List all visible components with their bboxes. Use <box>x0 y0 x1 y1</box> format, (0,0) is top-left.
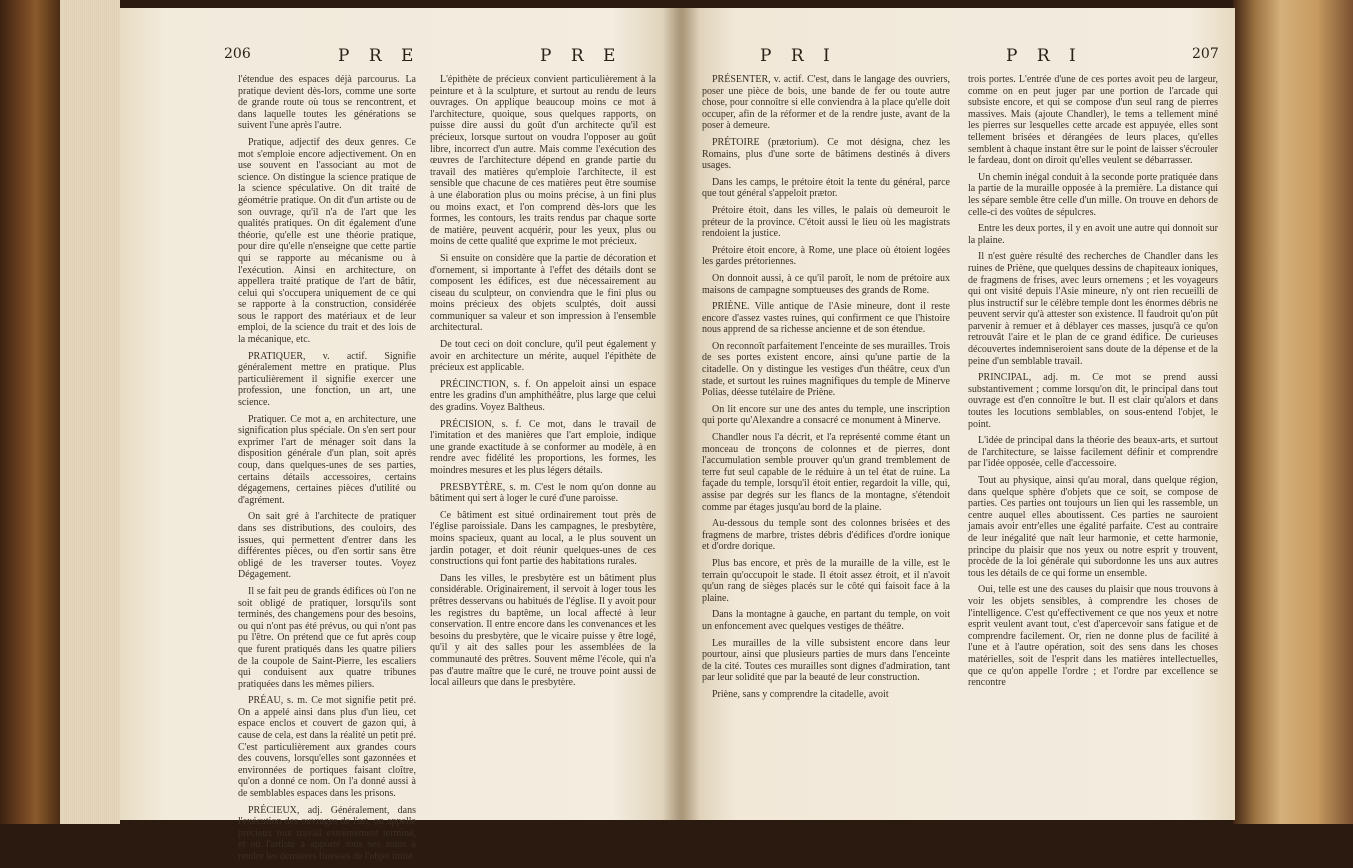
right-page-number: 207 <box>1192 46 1219 62</box>
paragraph: Un chemin inégal conduit à la seconde porte pratiquée dans la partie de la muraille opposée à la première. La distance qui les sépare semble être celle d'un mille. On trouve en dehors de celle-ci des voûtes de sépulcres. <box>968 171 1218 218</box>
paragraph: L'épithète de précieux convient particulièrement à la peinture et à la sculpture, et surtout au rendu de leurs ouvrages. On applique beaucoup moins ce mot à l'architecture, quoique, sous quelques rapports, on puisse dire aussi du goût d'un architecte qu'il est précieux, lorsque surtout on voudra l'opposer au goût libre, incorrect d'un autre. Mais comme l'exécution des œuvres de l'architecture dépend en grande partie du travail des matières qu'emploie l'architecte, il est sensible que chacune de ces matières peut être soumise à une élaboration plus ou moins précise, à un fini plus ou moins exact, et l'on comprend dès-lors que les formes, les contours, les traits rendus par chaque sorte de matière, peuvent acquérir, pour les yeux, plus ou moins de cette qualité que exprime le mot précieux. <box>430 74 656 248</box>
paragraph: On reconnoît parfaitement l'enceinte de ses murailles. Trois de ses portes existent encore, ainsi qu'une partie de la citadelle. On y distingue les vestiges d'un théâtre, ceux d'un stade, et surtout les ruines magnifiques du temple de Minerve Polias, déesse tutélaire de Priène. <box>702 340 950 399</box>
left-column-2 <box>430 74 656 694</box>
paragraph: Plus bas encore, et près de la muraille de la ville, est le terrain qu'occupoit le stade. Il étoit assez étroit, et il n'avoit qu'un rang de sièges placés sur le côté qui faisoit face à la plaine. <box>702 557 950 604</box>
right-running-head-2: P R I <box>1006 46 1083 66</box>
paragraph: l'étendue des espaces déjà parcourus. La pratique devient dès-lors, comme une sorte de grande route où tous se rencontrent, et dans laquelle toutes les générations se suivent l'une après l'autre. <box>238 74 416 132</box>
right-column-1 <box>702 74 950 706</box>
paragraph: PRÉCISION, s. f. Ce mot, dans le travail de l'imitation et des manières que l'art emploie, indique une grande exactitude à se conformer au modèle, à en rendre avec fidélité les proportions, les formes, les moindres mesures et les plus légers détails. <box>430 418 656 476</box>
paragraph: Dans la montagne à gauche, en partant du temple, on voit un enfoncement avec quelques vestiges de théâtre. <box>702 609 950 632</box>
paragraph: Pratique, adjectif des deux genres. Ce mot s'emploie encore adjectivement. On en use souvent en l'associant au mot de science. On distingue la science pratique de la science spéculative. On dit traité de géométrie pratique. On dit d'un artiste ou de son ouvrage, qu'il n'a de l'art que les qualités pratiques. On dit également d'une théorie, qu'elle est une théorie pratique, pour dire qu'elle n'enseigne que cette partie qui se rapporte au mécanisme ou à l'exécution. Ainsi en architecture, on appellera traité pratique de l'art de bâtir, celui qui s'occupera uniquement de ce qui se rapporte à la construction, considérée sous le rapport des matériaux et de leur emploi, de la science du trait et des lois de la mécanique, etc. <box>238 136 416 346</box>
paragraph: PRÉSENTER, v. actif. C'est, dans le langage des ouvriers, poser une pièce de bois, une bande de fer ou toute autre chose, pour connoître si elle conviendra à la place qu'elle doit occuper, afin de la réformer et de la rendre juste, avant de la poser à demeure. <box>702 74 950 132</box>
paragraph: PRÉTOIRE (prætorium). Ce mot désigna, chez les Romains, plus d'une sorte de bâtimens destinés à divers usages. <box>702 136 950 172</box>
paragraph: Il n'est guère résulté des recherches de Chandler dans les ruines de Priène, que quelques dessins de chapiteaux ioniques, de fragmens de frises, avec leurs ornemens ; et les voyageurs qui ont visité depuis l'Asie mineure, n'y ont rien recueilli de plus instructif sur le célèbre temple dont les énormes débris ne peuvent servir qu'à attester son existence. Il faudroit qu'on pût parvenir à remuer et à déblayer ces masses, jusqu'à ce qu'on retrouvât l'aire et le plan de ce grand édifice. De curieuses découvertes indemniseroient sans doute de la dépense et de la peine d'un semblable travail. <box>968 251 1218 367</box>
paragraph: PRIÈNE. Ville antique de l'Asie mineure, dont il reste encore d'assez vastes ruines, qui confirment ce que l'histoire nous apprend de sa richesse ancienne et de son étendue. <box>702 301 950 336</box>
left-column-1 <box>238 74 416 868</box>
paragraph: Chandler nous l'a décrit, et l'a représenté comme étant un monceau de tronçons de colonnes et de pierres, dont l'accumulation semble prouver qu'un grand tremblement de terre fut seul capable de le réduire à un tel état de ruine. La façade du temple, lorsqu'il étoit entier, regardoit la ville, qui, assise par degrés sur les flancs de la montagne, s'étendoit comme par étages jusqu'au bord de la plaine. <box>702 432 950 513</box>
paragraph: Priène, sans y comprendre la citadelle, avoit <box>712 688 889 700</box>
paragraph: Dans les camps, le prétoire étoit la tente du général, parce que tout général s'appeloit prætor. <box>702 176 950 200</box>
paragraph: L'idée de principal dans la théorie des beaux-arts, et surtout de l'architecture, se laisse facilement définir et comprendre par l'idée opposée, celle d'accessoire. <box>968 435 1218 470</box>
paragraph: On donnoit aussi, à ce qu'il paroît, le nom de prétoire aux maisons de campagne somptueuses des grands de Rome. <box>702 272 950 296</box>
paragraph: On sait gré à l'architecte de pratiquer dans ses distributions, des couloirs, des issues, qui permettent d'entrer dans les différentes pièces, ou d'en sortir sans être obligé de les traverser toutes. Voyez Dégagement. <box>238 511 416 581</box>
book-left-edge <box>0 0 60 824</box>
left-running-head-1: P R E <box>338 46 421 66</box>
paragraph: PRATIQUER, v. actif. Signifie généralement mettre en pratique. Plus particulièrement il signifie exercer une profession, une fonction, un art, une science. <box>238 350 416 409</box>
paragraph: PRÉAU, s. m. Ce mot signifie petit pré. On a appelé ainsi dans plus d'un lieu, cet espace enclos et couvert de gazon qui, à cause de cela, est dans la réalité un petit pré. C'est particulièrement aux grandes cours des couvens, lorsqu'elles sont gazonnées et environnées de portiques faisant cloître, qu'on a donné ce nom. On l'a donné aussi à de semblables espaces dans les prisons. <box>238 695 416 800</box>
left-page <box>120 8 680 862</box>
paragraph: Oui, telle est une des causes du plaisir que nous trouvons à voir les objets sensibles, à comprendre les choses de l'intelligence. C'est qu'effectivement ce que nos yeux et notre esprit veulent avant tout, c'est d'apercevoir sans fatigue et de comprendre facilement. Or, rien ne donne plus de facilité à l'une et à l'autre opération, soit des sens dans les choses matérielles, soit de l'esprit dans les matières intellectuelles, que ce qu'on appelle l'ordre ; et l'ordre par excellence se rencontre <box>968 584 1218 689</box>
paragraph: Prétoire étoit encore, à Rome, une place où étoient logées les gardes prétoriennes. <box>702 244 950 268</box>
paragraph: On lit encore sur une des antes du temple, une inscription qui porte qu'Alexandre a consacré ce monument à Minerve. <box>702 403 950 427</box>
paragraph: Prétoire étoit, dans les villes, le palais où demeuroit le préteur de la province. C'étoit aussi le lieu où les magistrats rendoient la justice. <box>702 204 950 240</box>
left-page-number: 206 <box>224 46 251 62</box>
paragraph: PRESBYTÈRE, s. m. C'est le nom qu'on donne au bâtiment qui sert à loger le curé d'une paroisse. <box>430 481 656 505</box>
paragraph: trois portes. L'entrée d'une de ces portes avoit peu de largeur, comme on en peut juger par une portion de l'arcade qui subsiste encore, et qui se compose d'un seul rang de pierres massives. Mais (ajoute Chandler), le tems a tellement miné les pierres sur lesquelles cette arcade est appuyée, elles sont tellement brisées et dérangées de leurs places, qu'elles semblent à chaque instant être sur le point de laisser s'écrouler le fardeau, dont on diroit qu'elles veulent se débarrasser. <box>968 74 1218 167</box>
right-running-head-1: P R I <box>760 46 837 66</box>
paragraph: Entre les deux portes, il y en avoit une autre qui donnoit sur la plaine. <box>968 223 1218 246</box>
paragraph: Il se fait peu de grands édifices où l'on ne soit obligé de pratiquer, lorsqu'ils sont terminés, des changemens pour des besoins, ou qui n'ont pas été prévus, ou qui n'ont pas pu l'être. On prétend que ce fut après coup que furent pratiqués dans les quatre piliers de la coupole de Saint-Pierre, les escaliers qui conduisent aux quatre tribunes pratiquées dans les mêmes piliers. <box>238 585 416 690</box>
paragraph: Dans les villes, le presbytère est un bâtiment plus considérable. Originairement, il servoit à loger tous les prêtres desservans ou habitués de l'église. Il y avoit pour les registres du baptême, un local affecté à leur conservation. Il entre encore dans les convenances et les besoins du presbytère, que le vicaire puisse y être logé, qu'il y ait des salles pour les assemblées de la communauté des prêtres. Souvent même l'école, qui n'a pas d'autre maître que le curé, ne trouve point aussi de local ailleurs que dans le presbytère. <box>430 572 656 689</box>
paragraph: Pratiquer. Ce mot a, en architecture, une signification plus spéciale. On s'en sert pour exprimer l'art de ménager soit dans la disposition générale d'un plan, soit après coup, dans quelques-unes de ses parties, certains détails accessoires, certains dégagemens, certaines pièces d'utilité ou d'agrément. <box>238 413 416 506</box>
left-running-head-2: P R E <box>540 46 623 66</box>
paragraph: PRÉCIEUX, adj. Généralement, dans l'exécution des ouvrages de l'art, on appelle précieux tout travail extrêmement terminé, et où l'artiste a apporté tous ses soins à rendre les dernières finesses de l'objet imité. <box>238 804 416 862</box>
paragraph: PRÉCINCTION, s. f. On appeloit ainsi un espace entre les gradins d'un amphithéâtre, plus large que celui des gradins. Voyez Baltheus. <box>430 378 656 414</box>
paragraph: Si ensuite on considère que la partie de décoration et d'ornement, si importante à l'effet des détails dont se composent les édifices, est due nécessairement au ciseau du sculpteur, on conviendra que le fini plus ou moins précieux des objets sculptés, doit aussi communiquer sa valeur et son impression à l'ensemble architectural. <box>430 252 656 334</box>
paragraph: De tout ceci on doit conclure, qu'il peut également y avoir en architecture un mérite, auquel l'épithète de précieux est applicable. <box>430 339 656 374</box>
paragraph: Au-dessous du temple sont des colonnes brisées et des fragmens de marbre, tristes débris d'édifices d'ordre ionique et d'ordre dorique. <box>702 518 950 553</box>
paragraph: PRINCIPAL, adj. m. Ce mot se prend aussi substantivement ; comme lorsqu'on dit, le principal dans tout ouvrage est d'en connoître le but. Il est clair qu'alors et dans toutes les locutions semblables, on sous-entend l'objet, le point. <box>968 372 1218 430</box>
paragraph: Ce bâtiment est situé ordinairement tout près de l'église paroissiale. Dans les campagnes, le presbytère, moins spacieux, quant au local, a le plus souvent un jardin potager, et doit réunir quelques-unes de ces constructions qui font partie des habitations rurales. <box>430 509 656 568</box>
book-right-edge <box>1233 0 1353 824</box>
paragraph: Tout au physique, ainsi qu'au moral, dans quelque région, dans quelque sphère d'objets que ce soit, se compose de parties. Ces parties ont toujours un lien qui les rassemble, un centre auquel elles aboutissent. Ces parties ne sauroient jamais avoir entr'elles une égalité parfaite. C'est au contraire de leur inégalité que naît leur harmonie, et cette harmonie, principe du plaisir que nos yeux ou notre esprit y trouvent, procède de la loi générale qui subordonne les uns aux autres tous les détails de ce qui forme un ensemble. <box>968 475 1218 579</box>
right-column-2 <box>968 74 1218 694</box>
left-page-stack <box>60 0 120 824</box>
paragraph: Les murailles de la ville subsistent encore dans leur pourtour, ainsi que plusieurs parties de murs dans l'enceinte de la cité. Toutes ces murailles sont dignes d'admiration, tant par leur solidité que par la beauté de leur construction. <box>702 637 950 684</box>
right-page <box>680 8 1235 820</box>
